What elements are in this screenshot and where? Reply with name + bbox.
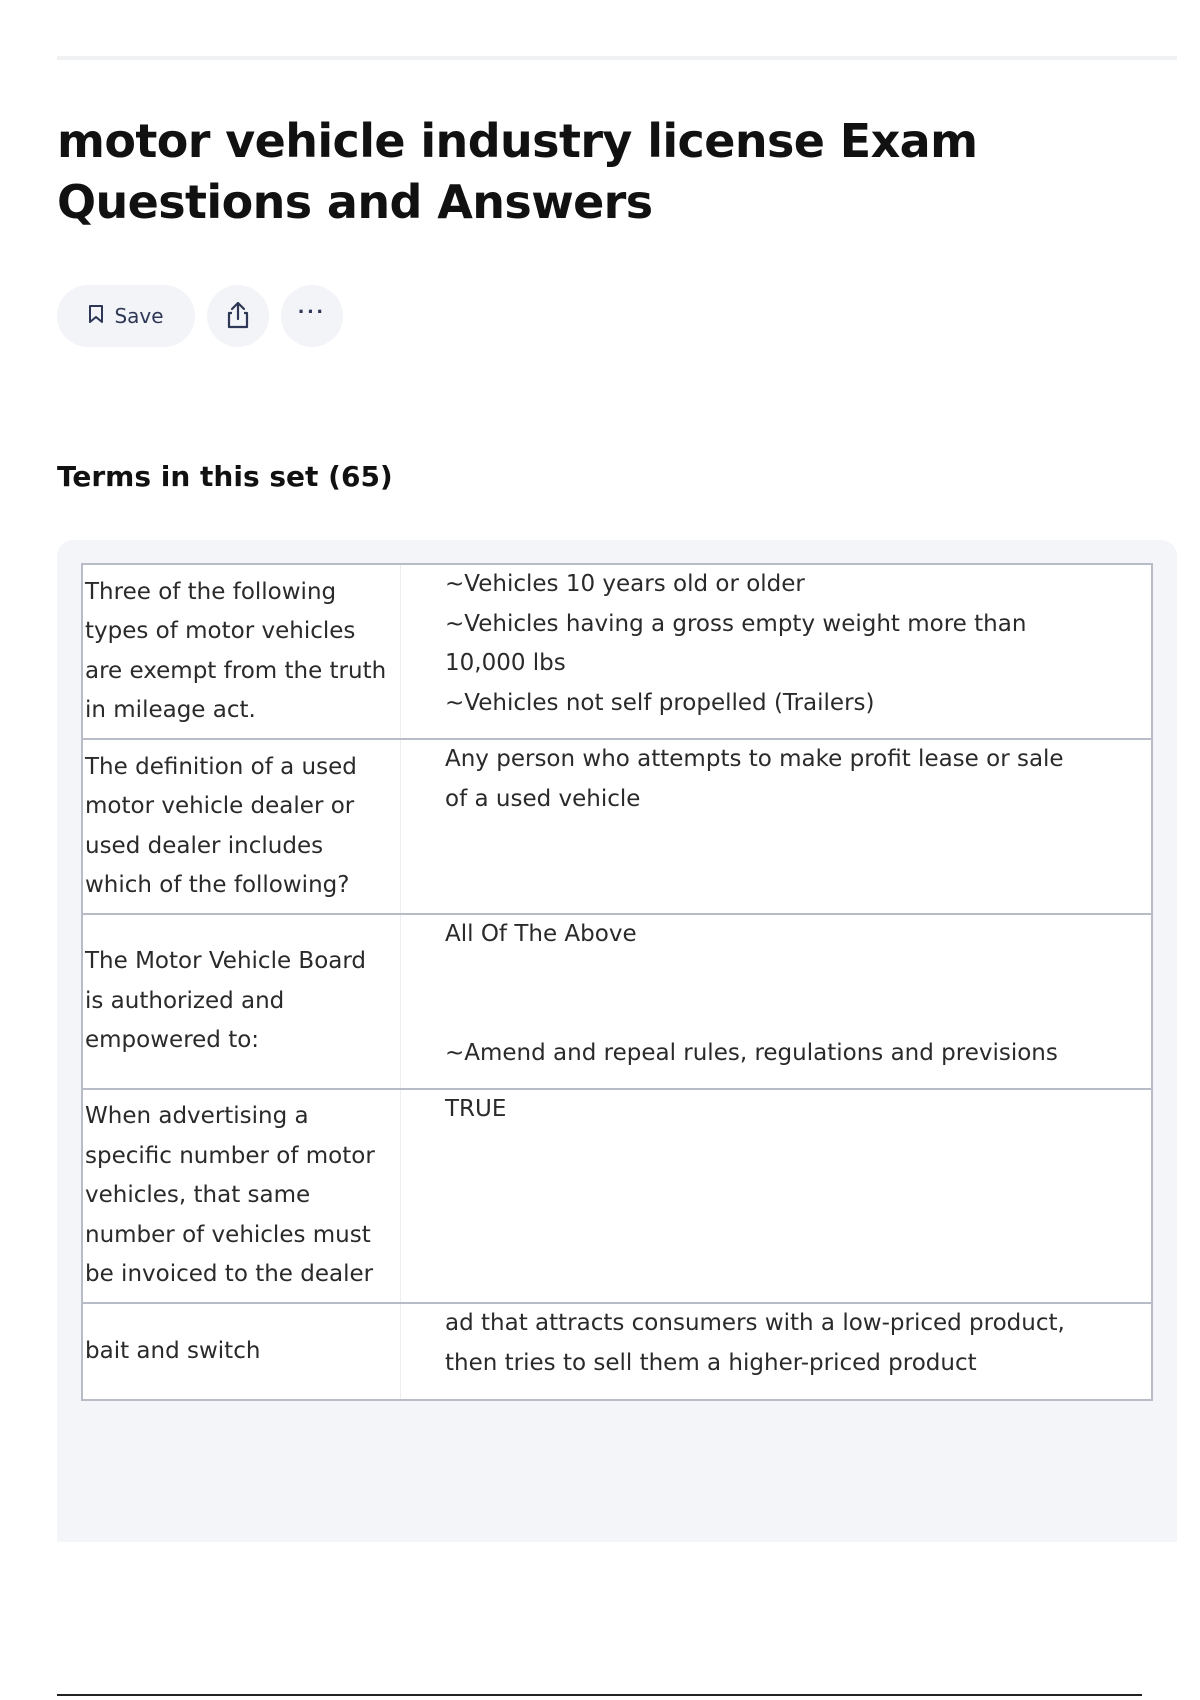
share-icon — [224, 300, 252, 333]
term-text-line: The definition of a used — [85, 753, 357, 780]
definition-text-line: 10,000 lbs — [445, 650, 566, 676]
bookmark-icon — [88, 304, 104, 329]
save-button-label: Save — [114, 304, 164, 328]
term-cell — [83, 1304, 401, 1399]
terms-heading: Terms in this set (65) — [57, 460, 393, 493]
bottom-rule — [57, 1694, 1142, 1696]
definition-text-line: Any person who attempts to make profit lease or sale — [445, 746, 1064, 772]
definition-cell — [401, 565, 1151, 738]
terms-panel — [57, 540, 1177, 1542]
term-text-line: motor vehicle dealer or — [85, 793, 355, 819]
term-text-line: specific number of motor — [85, 1142, 375, 1169]
term-text-line: in mileage act. — [85, 697, 256, 723]
definition-text-line: ~Amend and repeal rules, regulations and previsions — [445, 1039, 1058, 1066]
term-text-line: When advertising a — [85, 1103, 309, 1130]
term-cell — [83, 915, 401, 1088]
term-text-line: is authorized and — [85, 987, 285, 1014]
definition-text-line: ~Vehicles having a gross empty weight more than — [445, 610, 1027, 637]
term-row — [83, 1090, 1151, 1304]
term-row — [83, 915, 1151, 1090]
term-text-line: number of vehicles must — [85, 1221, 371, 1248]
term-text-line: The Motor Vehicle Board — [85, 948, 367, 975]
top-divider — [57, 56, 1177, 60]
term-row — [83, 740, 1151, 915]
definition-text-line: All Of The Above — [445, 921, 637, 947]
definition-text-line: ~Vehicles 10 years old or older — [445, 571, 805, 597]
more-horizontal-icon: ··· — [298, 299, 326, 324]
term-cell — [83, 740, 401, 913]
term-text-line: be invoiced to the dealer — [85, 1261, 374, 1288]
term-text-line: used dealer includes — [85, 832, 324, 859]
definition-spacer — [445, 955, 1141, 1034]
term-cell — [83, 1090, 401, 1302]
definition-text-line: of a used vehicle — [445, 785, 641, 812]
page-title: motor vehicle industry license Exam Questions and Answers — [57, 114, 978, 229]
term-text-line: Three of the following — [85, 578, 337, 605]
definition-cell — [401, 1304, 1151, 1399]
term-text-line: which of the following? — [85, 872, 350, 898]
definition-text-line: then tries to sell them a higher-priced product — [445, 1349, 977, 1376]
share-button[interactable] — [207, 285, 269, 347]
definition-cell — [401, 740, 1151, 913]
save-button[interactable] — [57, 285, 195, 347]
term-cell — [83, 565, 401, 738]
term-text-line: empowered to: — [85, 1027, 260, 1054]
term-text-line: types of motor vehicles — [85, 618, 356, 644]
term-text-line: are exempt from the truth — [85, 657, 387, 684]
term-text-line: bait and switch — [85, 1337, 261, 1364]
definition-cell — [401, 915, 1151, 1088]
action-bar — [57, 285, 343, 347]
definition-text-line: TRUE — [445, 1096, 507, 1122]
definition-cell — [401, 1090, 1151, 1302]
more-button[interactable] — [281, 285, 343, 347]
term-row — [83, 1304, 1151, 1399]
term-row — [83, 565, 1151, 740]
terms-table — [81, 563, 1153, 1401]
definition-text-line: ad that attracts consumers with a low-priced product, — [445, 1310, 1065, 1336]
term-text-line: vehicles, that same — [85, 1182, 311, 1209]
definition-text-line: ~Vehicles not self propelled (Trailers) — [445, 689, 875, 716]
